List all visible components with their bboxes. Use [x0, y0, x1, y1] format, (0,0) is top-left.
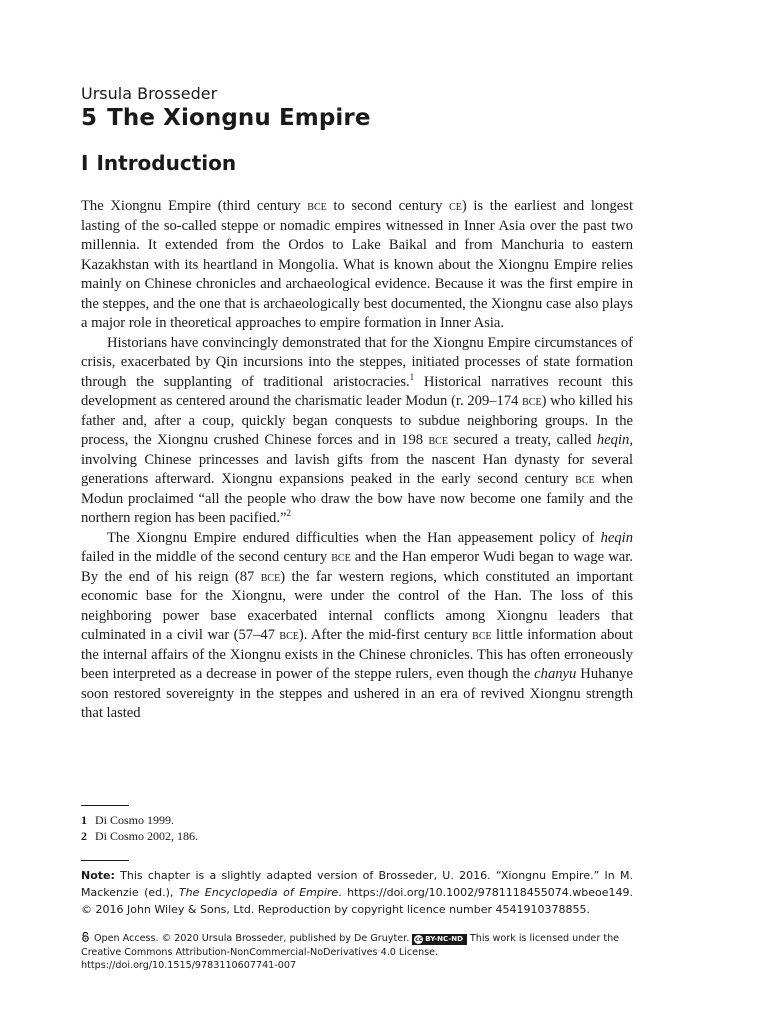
paragraph [81, 197, 633, 334]
text-run: This chapter is a slightly adapted version of Brosseder, U. 2016. “Xiongnu Empire.” In M. Mackenzie (ed.), [81, 869, 633, 899]
text-run: ) the far western regions, which constituted an important economic base for the Xiongnu, were under the control of the Han. The loss of this neighboring power base exacerbated internal conflicts among Xiongnu leaders that culminated in a civil war (57–47 [81, 568, 633, 643]
section-title-text: Introduction [96, 151, 237, 175]
text-run: Historians have convincingly demonstrated that for the Xiongnu Empire circumstances of crisis, exacerbated by Qin incursions into the steppes, initiated processes of state formation through the supplanting of traditional aristocracies. [81, 334, 633, 390]
cc-license-badge[interactable] [412, 934, 467, 945]
era-abbreviation: bce [279, 627, 299, 643]
text-run: failed in the middle of the second century [81, 549, 332, 565]
cc-icon: cc [415, 936, 423, 943]
text-run: to second century [326, 198, 450, 214]
chapter-title-text: The Xiongnu Empire [107, 105, 371, 131]
era-abbreviation: bce [307, 198, 327, 214]
text-run: little information about the internal affairs of the Xiongnu exists in the Chinese chronicles. This has often erroneously been interpreted as a decrease in power of the steppe rulers, even though the [81, 627, 633, 682]
text-run: secured a treaty, called [447, 432, 597, 448]
footnote-text: Di Cosmo 2002, 186. [95, 829, 199, 843]
footnote-text: Di Cosmo 1999. [95, 813, 175, 827]
era-abbreviation: bce [472, 627, 492, 643]
italic-term: heqin [596, 432, 630, 448]
open-access-text: Open Access. © 2020 Ursula Brosseder, published by De Gruyter. [94, 933, 410, 944]
paragraph [81, 529, 633, 724]
footnote-marker[interactable]: 1 [409, 371, 415, 382]
text-run: Huhanye soon restored sovereignty in the steppes and ushered in an era of revived Xiongnu strength that lasted [81, 666, 633, 721]
footnotes [81, 805, 633, 844]
footnote-rule [81, 805, 129, 806]
paragraph [81, 334, 633, 529]
note-rule [81, 860, 129, 861]
era-abbreviation: bce [260, 568, 281, 585]
footnote-number: 1 [81, 813, 87, 827]
footnote [81, 828, 633, 844]
italic-term: The Encyclopedia of Empire [178, 886, 339, 899]
section-number: I [81, 151, 89, 175]
era-abbreviation: bce [428, 432, 448, 448]
section-heading [81, 151, 633, 175]
text-run: ) is the earliest and longest lasting of the so-called steppe or nomadic empires witnessed in Inner Asia over the past two millennia. It extended from the Ordos to Lake Baikal and from Manchuria to eastern Kazakhstan with its heartland in Mongolia. What is known about the Xiongnu Empire relies mainly on Chinese chronicles and archaeological evidence. Because it was the first empire in the steppes, and the one that is archaeologically best documented, the Xiongnu case also plays a major role in theoretical approaches to empire formation in Inner Asia. [81, 198, 633, 331]
text-run: The Xiongnu Empire endured difficulties when the Han appeasement policy of [107, 529, 601, 546]
text-run: and the Han emperor Wudi began to wage war. By the end of his reign (87 [81, 549, 633, 585]
cc-badge-label: BY-NC-ND [425, 935, 463, 943]
note-body [81, 869, 633, 916]
italic-term: heqin [600, 529, 633, 546]
text-run: ) who killed his father and, after a coup, quickly began conquests to subdue neighboring groups. In the process, the Xiongnu crushed Chinese forces and in 198 [81, 393, 633, 448]
italic-term: chanyu [534, 666, 577, 682]
text-run: Historical narratives recount this development as centered around the charismatic leader Modun (r. 209–174 [81, 373, 633, 409]
text-run: , involving Chinese princesses and lavish gifts from the nascent Han dynasty for several generations afterward. Xiongnu expansions peaked in the early second century [81, 432, 633, 487]
page-content [81, 84, 633, 724]
era-abbreviation: ce [449, 198, 462, 214]
text-run: . https://doi.org/10.1002/9781118455074.wbeoe149. © 2016 John Wiley & Sons, Ltd. Reproduction by copyright licence number 4541910378855. [81, 886, 634, 916]
era-abbreviation: bce [522, 393, 542, 409]
footnote-marker[interactable]: 2 [286, 508, 291, 519]
era-abbreviation: bce [331, 549, 351, 565]
note-text [81, 867, 633, 918]
author-name: Ursula Brosseder [81, 84, 218, 103]
text-run: The Xiongnu Empire (third century [81, 198, 308, 214]
license-text: This work is licensed under the Creative Commons Attribution-NonCommercial-NoDerivatives 4.0 License. [81, 933, 620, 958]
open-access-notice [81, 932, 633, 973]
chapter-note [81, 860, 633, 918]
chapter-number: 5 [81, 105, 98, 131]
chapter-doi-link[interactable]: https://doi.org/10.1515/9783110607741-007 [81, 960, 297, 971]
text-run: ). After the mid-first century [298, 627, 473, 643]
note-label: Note: [81, 869, 115, 882]
footnote [81, 812, 633, 828]
body-text [81, 197, 633, 724]
text-run: when Modun proclaimed “all the people who draw the bow have now become one family and the northern region has been pacified.” [81, 471, 633, 526]
footnote-number: 2 [81, 829, 87, 843]
chapter-title [81, 105, 633, 131]
open-access-icon [81, 932, 90, 942]
era-abbreviation: bce [575, 471, 595, 487]
